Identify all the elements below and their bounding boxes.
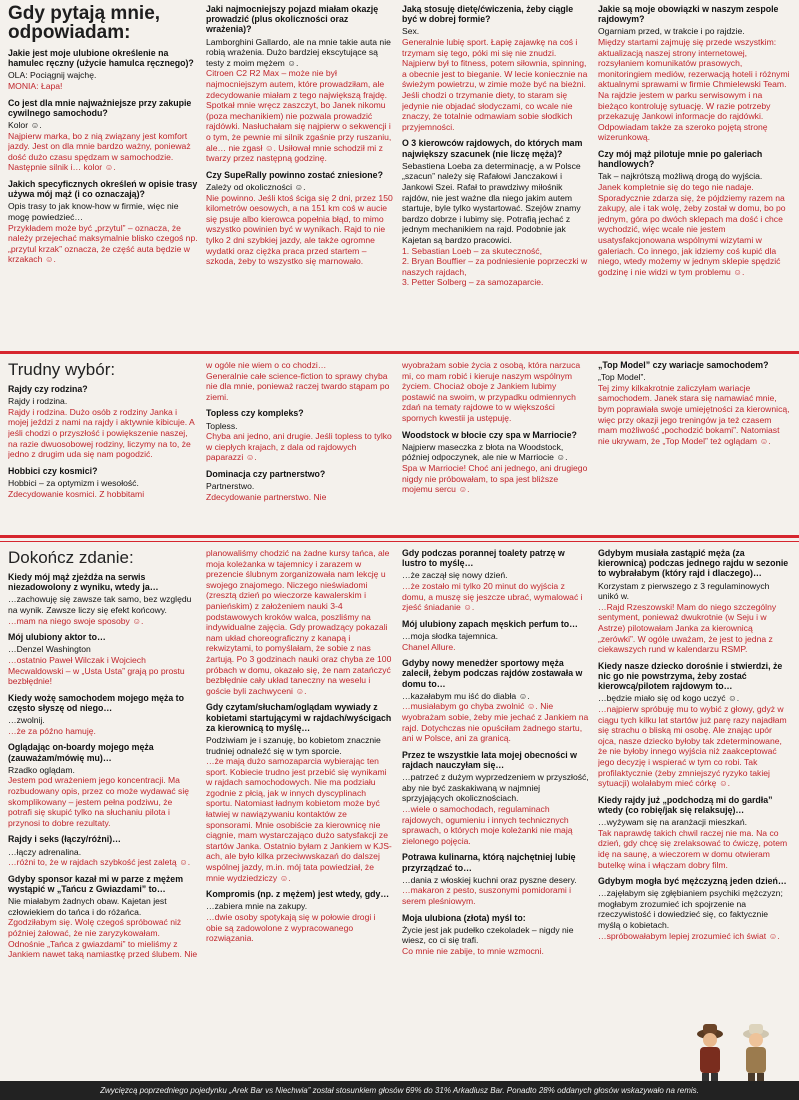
answer-ola: Opis trasy to jak know-how w firmie, więc nie mogę powiedzieć… <box>8 201 179 222</box>
qa-item <box>402 360 590 424</box>
section-divider <box>0 535 799 538</box>
answer-monia: MONIA: Łapa! <box>8 81 63 91</box>
question: Czy SupeRally powinno zostać zniesione? <box>206 169 383 180</box>
question: Gdyby nowy menedżer sportowy męża zalecił, żebym podczas rajdów zostawała w domu to… <box>402 658 583 689</box>
answer-ola: Życie jest jak pudełko czekoladek – nigdy nie wiesz, co ci się trafi. <box>402 924 574 946</box>
answer-monia: Nie powinno. Jeśli ktoś ściga się 2 dni, przez 150 kilometrów oesowych, a na 151 km coś w aucie się psuje albo kierowca popełnia błąd, to mimo wszystko powinien być w wynikach. Rajd to nie tylko 2 dni szybkiej jazdy, ale także ogromne wydatki oraz ciężka praca przed startem – szkoda, żeby to wszystko się marnowało. <box>206 192 393 267</box>
answer-monia: Między startami zajmuję się przede wszystkim: aktualizacją naszej strony internetowej, rozsyłaniem komunikatów prasowych, monitoringiem mediów, rezerwacją hoteli i różnymi aktualnymi sprawami w firmie Chmielewski Team. Na rajdzie jestem w parku serwisowym i na bieżąco kontroluję sytuację. W razie potrzeby przekazuję Jankowi informacje do rajdówki. Odpowiadam także za szeroko pojętą stronę wizerunkową. <box>598 37 790 143</box>
question: Kiedy mój mąż zjeżdża na serwis niezadowolony z wyniku, wtedy ja… <box>8 572 159 593</box>
column <box>402 360 590 532</box>
answer-ola: Rajdy i rodzina. <box>8 396 68 407</box>
answer-ola: …patrzeć z dużym wyprzedzeniem w przyszłość, aby nie być zaskakiwaną w najmniej sprzyjających okolicznościach. <box>402 772 589 804</box>
answer-monia: Zdecydowanie partnerstwo. Nie <box>206 491 327 502</box>
question: Gdy czytam/słucham/oglądam wywiady z kobietami startującymi w rajdach/wyścigach za kierownicą to myślę… <box>206 702 392 733</box>
answer-monia: …że zostało mi tylko 20 minut do wyjścia z domu, a muszę się jeszcze ubrać, wymalować i zjeść śniadanie ☺. <box>402 581 583 613</box>
answer-ola: …zabiera mnie na zakupy. <box>206 901 308 912</box>
qa-item <box>8 742 198 828</box>
qa-item <box>8 834 198 867</box>
answer-monia: …wiele o samochodach, regulaminach rajdowych, ogumieniu i innych technicznych sprawach, o których moje koleżanki nie mają zielonego pojęcia. <box>402 803 573 846</box>
answer-ola: …Denzel Washington <box>8 644 91 655</box>
qa-item <box>598 661 790 789</box>
cartoon-figure-illustration <box>736 1020 776 1090</box>
answer-monia: Spa w Marriocie! Choć ani jednego, ani drugiego nigdy nie próbowałam, to spa jest bliższe mojemu sercu ☺. <box>402 462 588 495</box>
answer-ola: Kolor ☺. <box>8 120 42 130</box>
qa-item <box>402 913 590 957</box>
answer-monia: …ostatnio Paweł Wilczak i Wojciech Mecwaldowski – w „Usta Usta” grają po prostu bezbłędnie! <box>8 654 185 687</box>
answer-ola: Partnerstwo. <box>206 481 255 492</box>
answer-monia: Chanel Allure. <box>402 641 456 652</box>
column <box>402 548 590 1078</box>
answer-monia: Zdecydowanie kosmici. Z hobbitami <box>8 488 145 499</box>
column <box>206 360 394 532</box>
answer-monia: planowaliśmy chodzić na żadne kursy tańca, ale moja koleżanka w tajemnicy i zarazem w prezencie ślubnym zorganizowała nam lekcję u swojego znajomego. Niczego nieświadomi (zresztą dzień po wieczorze kawalerskim i panieńskim) z założeniem nauki 3-4 podstawowych kroków walca, poszliśmy na indywidualne zajęcia. Gdy prowadzący pokazali nam układ choreograficzny z kanapą i rekwizytami, to pomyślałam, że sobie z nas żartują. Po 3 godzinach nauki oraz chyba ze 100 próbach w domu, okazało się, że nam zatańczyć bezbłędnie cały układ taneczny na weselu i goście byli zachwyceni ☺. <box>206 548 392 696</box>
question: Oglądając on-boardy mojego męża (zauważam/mówię mu)… <box>8 742 154 763</box>
answer-monia: …musiałabym go chyba zwolnić ☺. Nie wyobrażam sobie, żeby mie jechać z Jankiem na rajd. Dotychczas nie opuściłam żadnego startu, ani w Polsce, ani za granicą. <box>402 701 589 744</box>
answer-ola: Podziwiam je i szanuję, bo kobietom znacznie trudniej odnaleźć się w tym sporcie. <box>206 734 381 756</box>
answer-ola: Rzadko oglądam. <box>8 764 75 775</box>
qa-item <box>8 874 198 960</box>
question: Moja ulubiona (złota) myśl to: <box>402 912 526 923</box>
qa-item <box>402 138 590 288</box>
question: Topless czy kompleks? <box>206 408 304 419</box>
column <box>8 360 198 532</box>
answer-monia: …Rajd Rzeszowski! Mam do niego szczególny sentyment, ponieważ dwukrotnie (w Seju i w Astrze) pilotowałam Janka za kierownicą „zerówki”. W ogóle uważam, że jest to jedna z ciekawszych rund w kalendarzu RSMP. <box>598 601 777 655</box>
qa-item <box>206 170 394 267</box>
answer-monia: Przykładem może być „przytul” – oznacza, że należy przejechać maksymalnie blisko czegoś np. „przytul krzak” oznacza, że część auta będzie w krzakach ☺. <box>8 222 198 265</box>
question: Gdybym musiała zastąpić męża (za kierownicą) podczas jednego rajdu w sezonie to wybrałabym (który rajd i dlaczego)… <box>598 548 789 579</box>
qa-item <box>402 750 590 847</box>
qa-item <box>598 4 790 143</box>
qa-item <box>598 548 790 655</box>
answer-monia: …najpierw spróbuję mu to wybić z głowy, gdyż w ciągu tych kilku lat startów już parę razy najadłam się strachu o bliską mi osobę. Ale znając upór ojca, nasze dziecko byłoby tak zdeterminowane, że nie byłoby innego wyjścia niż zaakceptować jego decyzję i wspierać w tym co robi. Tak profilaktycznie (żeby zmniejszyć ryzyko takiej sytuacji) wolałabym mieć córkę ☺. <box>598 703 787 789</box>
answer-monia: …dwie osoby spotykają się w połowie drogi i obie są zadowolone z wypracowanego rozwiązania. <box>206 912 376 944</box>
column <box>8 4 198 348</box>
answer-monia: …spróbowałabym lepiej zrozumieć ich świat ☺. <box>598 930 780 941</box>
column <box>598 548 790 1018</box>
footer-banner: Zwycięzcą poprzedniego pojedynku „Arek Bar vs Niechwia” został stosunkiem głosów 69% do 31% Arkadiusz Bar. Ponadto 28% oddanych głosów wskazywało na remis. <box>0 1081 799 1100</box>
qa-item <box>8 98 198 173</box>
qa-item <box>8 466 198 499</box>
section-title: Gdy pytają mnie, odpowiadam: <box>8 4 161 43</box>
answer-ola: …zachowuję się zawsze tak samo, bez względu na wynik. Zawsze liczy się efekt końcowy. <box>8 594 192 615</box>
question: „Top Model” czy wariacje samochodem? <box>598 360 769 370</box>
answer-monia: Zgodziłabym się. Wolę czegoś spróbować niż później żałować, że nie zaryzykowałam. Odnośnie „Tańca z gwiazdami” to mieliśmy z Jankiem nawet taką namiastkę przed ślubem. Nie <box>8 917 198 960</box>
qa-item <box>8 632 198 687</box>
answer-ola: Najpierw maseczka z błota na Woodstock, później odpoczynek, ale nie w Marriocie ☺. <box>402 441 568 463</box>
answer-ola: …zwolnij. <box>8 715 45 726</box>
answer-ola: Topless. <box>206 420 238 431</box>
question: Kiedy wożę samochodem mojego męża to często słyszę od niego… <box>8 692 184 713</box>
answer-monia: wyobrażam sobie życia z osobą, która narzuca mi, co mam robić i kieruje naszym wspólnym życiem. Chociaż oboje z Jankiem lubimy postawić na swoim, w przypadku odmiennych zdań na tematy rajdowe to w większości spornych kwestii ja ustępuję. <box>402 360 581 423</box>
column <box>598 4 790 348</box>
section-ask <box>0 4 799 348</box>
question: Kiedy nasze dziecko dorośnie i stwierdzi, że nic go nie powstrzyma, żeby zostać kierowcą/pilotem rajdowym to… <box>598 660 783 692</box>
question: Gdy podczas porannej toalety patrzę w lustro to myślę… <box>402 548 565 569</box>
answer-monia: 3. Petter Solberg – za samozaparcie. <box>402 277 544 288</box>
question: Gdybym mogła być mężczyzną jeden dzień… <box>598 876 787 887</box>
answer-monia: …różni to, że w rajdach szybkość jest zaletą ☺. <box>8 857 191 868</box>
question: Jaki najmocniejszy pojazd miałam okazję prowadzić (plus okoliczności oraz wrażenia)? <box>206 4 379 35</box>
answer-monia: Rajdy i rodzina. Dużo osób z rodziny Janka i mojej jeździ z nami na rajdy i aktywnie kibicuje. A jeśli chodzi o przyszłość i powiększenie naszej, na razie dwuosobowej rodziny, liczymy na to, że jedno z drugim uda się nam pogodzić. <box>8 406 195 460</box>
question: O 3 kierowców rajdowych, do których mam największy szacunek (nie liczę męża)? <box>402 138 583 159</box>
question: Jakie są moje obowiązki w naszym zespole rajdowym? <box>598 4 779 25</box>
qa-item <box>402 548 590 613</box>
answer-monia: Generalnie lubię sport. Łapię zajawkę na coś i trzymam się tego, póki mi się nie znudzi. Najpierw był to fitness, potem siłownia, spinning, a obecnie jest to bieganie. W lecie koniecznie na świeżym powietrzu, w zimie może być na bieżni. Jeśli chodzi o trzymanie diety, to staram się jedynie nie objadać słodyczami, co wcale nie znaczy, że totalnie odmawiam sobie słodkich przyjemności. <box>402 37 588 132</box>
section-divider <box>0 351 799 354</box>
answer-ola: …moja słodka tajemnica. <box>402 630 499 641</box>
answer-monia: Janek kompletnie się do tego nie nadaje. Sporadycznie zdarza się, że pójdziemy razem na zakupy, ale i tak wolę, żeby został w domu, bo po jednym, góra po dwóch sklepach ma dość i chce wychodzić, więc wcale nie jestem usatysfakcjonowana wspólnymi wizytami w galeriach. Co innego, jak idziemy coś kupić dla niego, wtedy możemy w jednym sklepie spędzić godzinę i nie widzi w tym problemu ☺. <box>598 181 786 277</box>
answer-monia: 1. Sebastian Loeb – za skuteczność, <box>402 245 542 256</box>
section-finish <box>0 548 799 1078</box>
answer-monia: Jestem pod wrażeniem jego koncentracji. Ma rozbudowany opis, przez co może wydawać się skomplikowany – jestem pełna podziwu, że potrafi się skupić tylko na słuchaniu pilota i przynosi to dobre rezultaty. <box>8 775 190 828</box>
answer-monia: Tej zimy kilkakrotnie zaliczyłam wariacje samochodem. Janek stara się namawiać mnie, bym poprawiała swoje umiejętności za kierownicą, więc przy okazji jego treningów ja też czasem mam możliwość „pochodzić bokami”. Natomiast nie ukrywam, że „Top Model” też oglądam ☺. <box>598 382 790 446</box>
answer-monia: …mam na niego swoje sposoby ☺. <box>8 615 144 626</box>
column <box>598 360 790 532</box>
qa-item <box>402 852 590 906</box>
question: Czy mój mąż pilotuje mnie po galeriach handlowych? <box>598 148 763 170</box>
question: Mój ulubiony zapach męskich perfum to… <box>402 618 578 629</box>
question: Jakich specyficznych określeń w opisie trasy używa mój mąż (i co oznaczają)? <box>8 178 198 200</box>
answer-ola: …kazałabym mu iść do diabła ☺. <box>402 690 530 701</box>
section-title: Dokończ zdanie: <box>8 548 134 567</box>
qa-item <box>8 384 198 460</box>
answer-ola: …że zaczął się nowy dzień. <box>402 570 508 581</box>
answer-ola: …łączy adrenalina. <box>8 846 82 857</box>
column <box>402 4 590 348</box>
qa-item <box>206 548 394 696</box>
question: Woodstock w błocie czy spa w Marriocie? <box>402 429 577 440</box>
answer-ola: Korzystam z pierwszego z 3 regulaminowych unikó w. <box>598 580 770 602</box>
question: Co jest dla mnie najważniejsze przy zakupie cywilnego samochodu? <box>8 97 192 118</box>
question: Jaką stosuję dietę/ćwiczenia, żeby ciągle być w dobrej formie? <box>402 4 574 25</box>
question: Potrawa kulinarna, którą najchętniej lubię przyrządzać to… <box>402 852 576 873</box>
answer-monia: w ogóle nie wiem o co chodzi… <box>206 360 327 370</box>
column <box>206 4 394 348</box>
answer-ola: Zależy od okoliczności ☺. <box>206 181 306 192</box>
qa-item <box>8 179 198 265</box>
answer-monia: Generalnie całe science-fiction to sprawy chyba nie dla mnie, ponieważ raczej twardo stąpam po ziemi. <box>206 370 390 402</box>
answer-monia: Co mnie nie zabije, to mnie wzmocni. <box>402 945 544 956</box>
question: Gdyby sponsor kazał mi w parze z mężem wystąpić w „Tańcu z Gwiazdami” to… <box>8 873 184 894</box>
answer-ola: …wyżywam się na aranżacji mieszkań. <box>598 817 748 828</box>
qa-item <box>206 360 394 402</box>
question: Hobbici czy kosmici? <box>8 465 98 476</box>
answer-monia: Tak naprawdę takich chwil raczej nie ma. Na co dzień, gdy chcę się zrelaksować to ćwiczę, potem idę na saunę, a wieczorem w domu otwieram butelkę wina i włączam dobry film. <box>598 827 788 870</box>
question: Mój ulubiony aktor to… <box>8 632 106 643</box>
answer-monia: …że mają dużo samozaparcia wybierając ten sport. Kobiecie trudno jest przebić się wynikami w rajdach samochodowych. Nie ma podziału zgodnie z płcią, jak w innych dyscyplinach sportu. Natomiast ładnym kobietom może być łatwiej w nawiązywaniu kontaktów ze sponsorami. Mnie osobiście za kierownicę nie ciągnie, mam wystarczająco dużo satysfakcji ze startów Janka. Ostatnio byłam z Jankiem w KJS-ach, ale było kilka przeciwwskazań do dalszej wspólnej jazdy, m.in. mój tata powiedział, że mnie wydziedziczy ☺. <box>206 756 392 883</box>
qa-item <box>402 430 590 495</box>
answer-ola: Sebastiena Loeba za determinację, a w Polsce „szacun” należy się Rafałowi Janczakowi i Jankowi Szei. Rafał to prawdziwy miłośnik rajdów, nie jest ważne dla niego jakim autem startuje, byle tylko wystartować. Szejów znamy bardzo dobrze i lubimy się. Potrafią jechać z jednym mechanikiem na rajd. Podobnie jak Kajetan są bardzo pracowici. <box>402 160 581 245</box>
answer-ola: Sex. <box>402 26 420 37</box>
qa-item <box>8 693 198 737</box>
answer-monia: Chyba ani jedno, ani drugie. Jeśli topless to tylko w ciepłych krajach, z dala od rajdowych paparazzi ☺. <box>206 431 392 463</box>
qa-item <box>598 360 790 446</box>
answer-ola: Hobbici – za optymizm i wesołość. <box>8 477 139 488</box>
question: Jakie jest moje ulubione określenie na hamulec ręczny (użycie hamulca ręcznego)? <box>8 48 194 69</box>
question: Przez te wszystkie lata mojej obecności w rajdach nauczyłam się… <box>402 749 578 770</box>
qa-item <box>8 572 198 626</box>
question: Kiedy rajdy już „podchodzą mi do gardła” wtedy (co robię/jak się relaksuję)… <box>598 794 773 815</box>
qa-item <box>8 48 198 92</box>
question: Rajdy i seks (łączy/różni)… <box>8 834 121 845</box>
qa-item <box>206 889 394 944</box>
answer-ola: …dania z włoskiej kuchni oraz pyszne desery. <box>402 874 577 885</box>
section-title: Trudny wybór: <box>8 360 116 379</box>
answer-ola: …będzie miało się od kogo uczyć ☺. <box>598 693 740 704</box>
answer-ola: OLA: Pociągnij wajchę. <box>8 70 97 81</box>
answer-ola: Tak – najkrótszą możliwą drogą do wyjścia. <box>598 171 763 182</box>
answer-monia: …makaron z pesto, suszonymi pomidorami i serem pleśniowym. <box>402 885 572 906</box>
qa-item <box>598 149 790 277</box>
column <box>206 548 394 1078</box>
qa-item <box>402 619 590 652</box>
section-divider <box>0 541 799 542</box>
answer-monia: Citroen C2 R2 Max – może nie był najmocniejszym autem, które prowadziłam, ale zdecydowanie miałam z tego największą frajdę. Spotkał mnie wręcz zaszczyt, bo Janek nikomu (poza mechanikiem) nie pozwala prowadzić rajdówki. Nasłuchałam się najpierw o sekwencji i o tym, że pewnie mi silnik zgaśnie przy ruszaniu, ale… nie zgasł ☺. Usiłował mnie schodził mi z twarzy przez następną godzinę. <box>206 68 392 164</box>
answer-ola: „Top Model”. <box>598 372 646 383</box>
qa-item <box>206 408 394 463</box>
answer-monia: …że za późno hamuję. <box>8 725 96 736</box>
qa-item <box>206 702 394 883</box>
question: Rajdy czy rodzina? <box>8 384 88 394</box>
question: Kompromis (np. z mężem) jest wtedy, gdy… <box>206 889 390 900</box>
qa-item <box>598 876 790 941</box>
answer-ola: Nie miałabym żadnych obaw. Kajetan jest człowiekiem do tańca i do różańca. <box>8 896 167 917</box>
section-choice <box>0 360 799 532</box>
column <box>8 548 198 1078</box>
qa-item <box>402 4 590 132</box>
question: Dominacja czy partnerstwo? <box>206 468 326 479</box>
qa-item <box>402 658 590 744</box>
cartoon-figure-illustration <box>690 1020 730 1090</box>
answer-ola: …zajęłabym się zgłębianiem psychiki mężczyzn; mogłabym zrozumieć ich spojrzenie na rzeczywistość i dowiedzieć się, co faktycznie myślą o kobietach. <box>598 888 783 931</box>
answer-ola: Ogarniam przed, w trakcie i po rajdzie. <box>598 26 745 37</box>
answer-monia: 2. Bryan Bouffier – za podniesienie poprzeczki w naszych rajdach, <box>402 256 588 277</box>
answer-monia: Najpierw marka, bo z nią związany jest komfort jazdy. Jest on dla mnie bardzo ważny, ponieważ dość dużo czasu spędzam w samochodzie. Następnie silnik i… kolor ☺. <box>8 130 191 173</box>
qa-item <box>598 795 790 870</box>
qa-item <box>206 469 394 502</box>
qa-item <box>206 4 394 164</box>
answer-ola: Lamborghini Gallardo, ale na mnie takie auta nie robią wrażenia. Dużo bardziej ekscytujące są testy z moim mężem ☺. <box>206 36 391 68</box>
